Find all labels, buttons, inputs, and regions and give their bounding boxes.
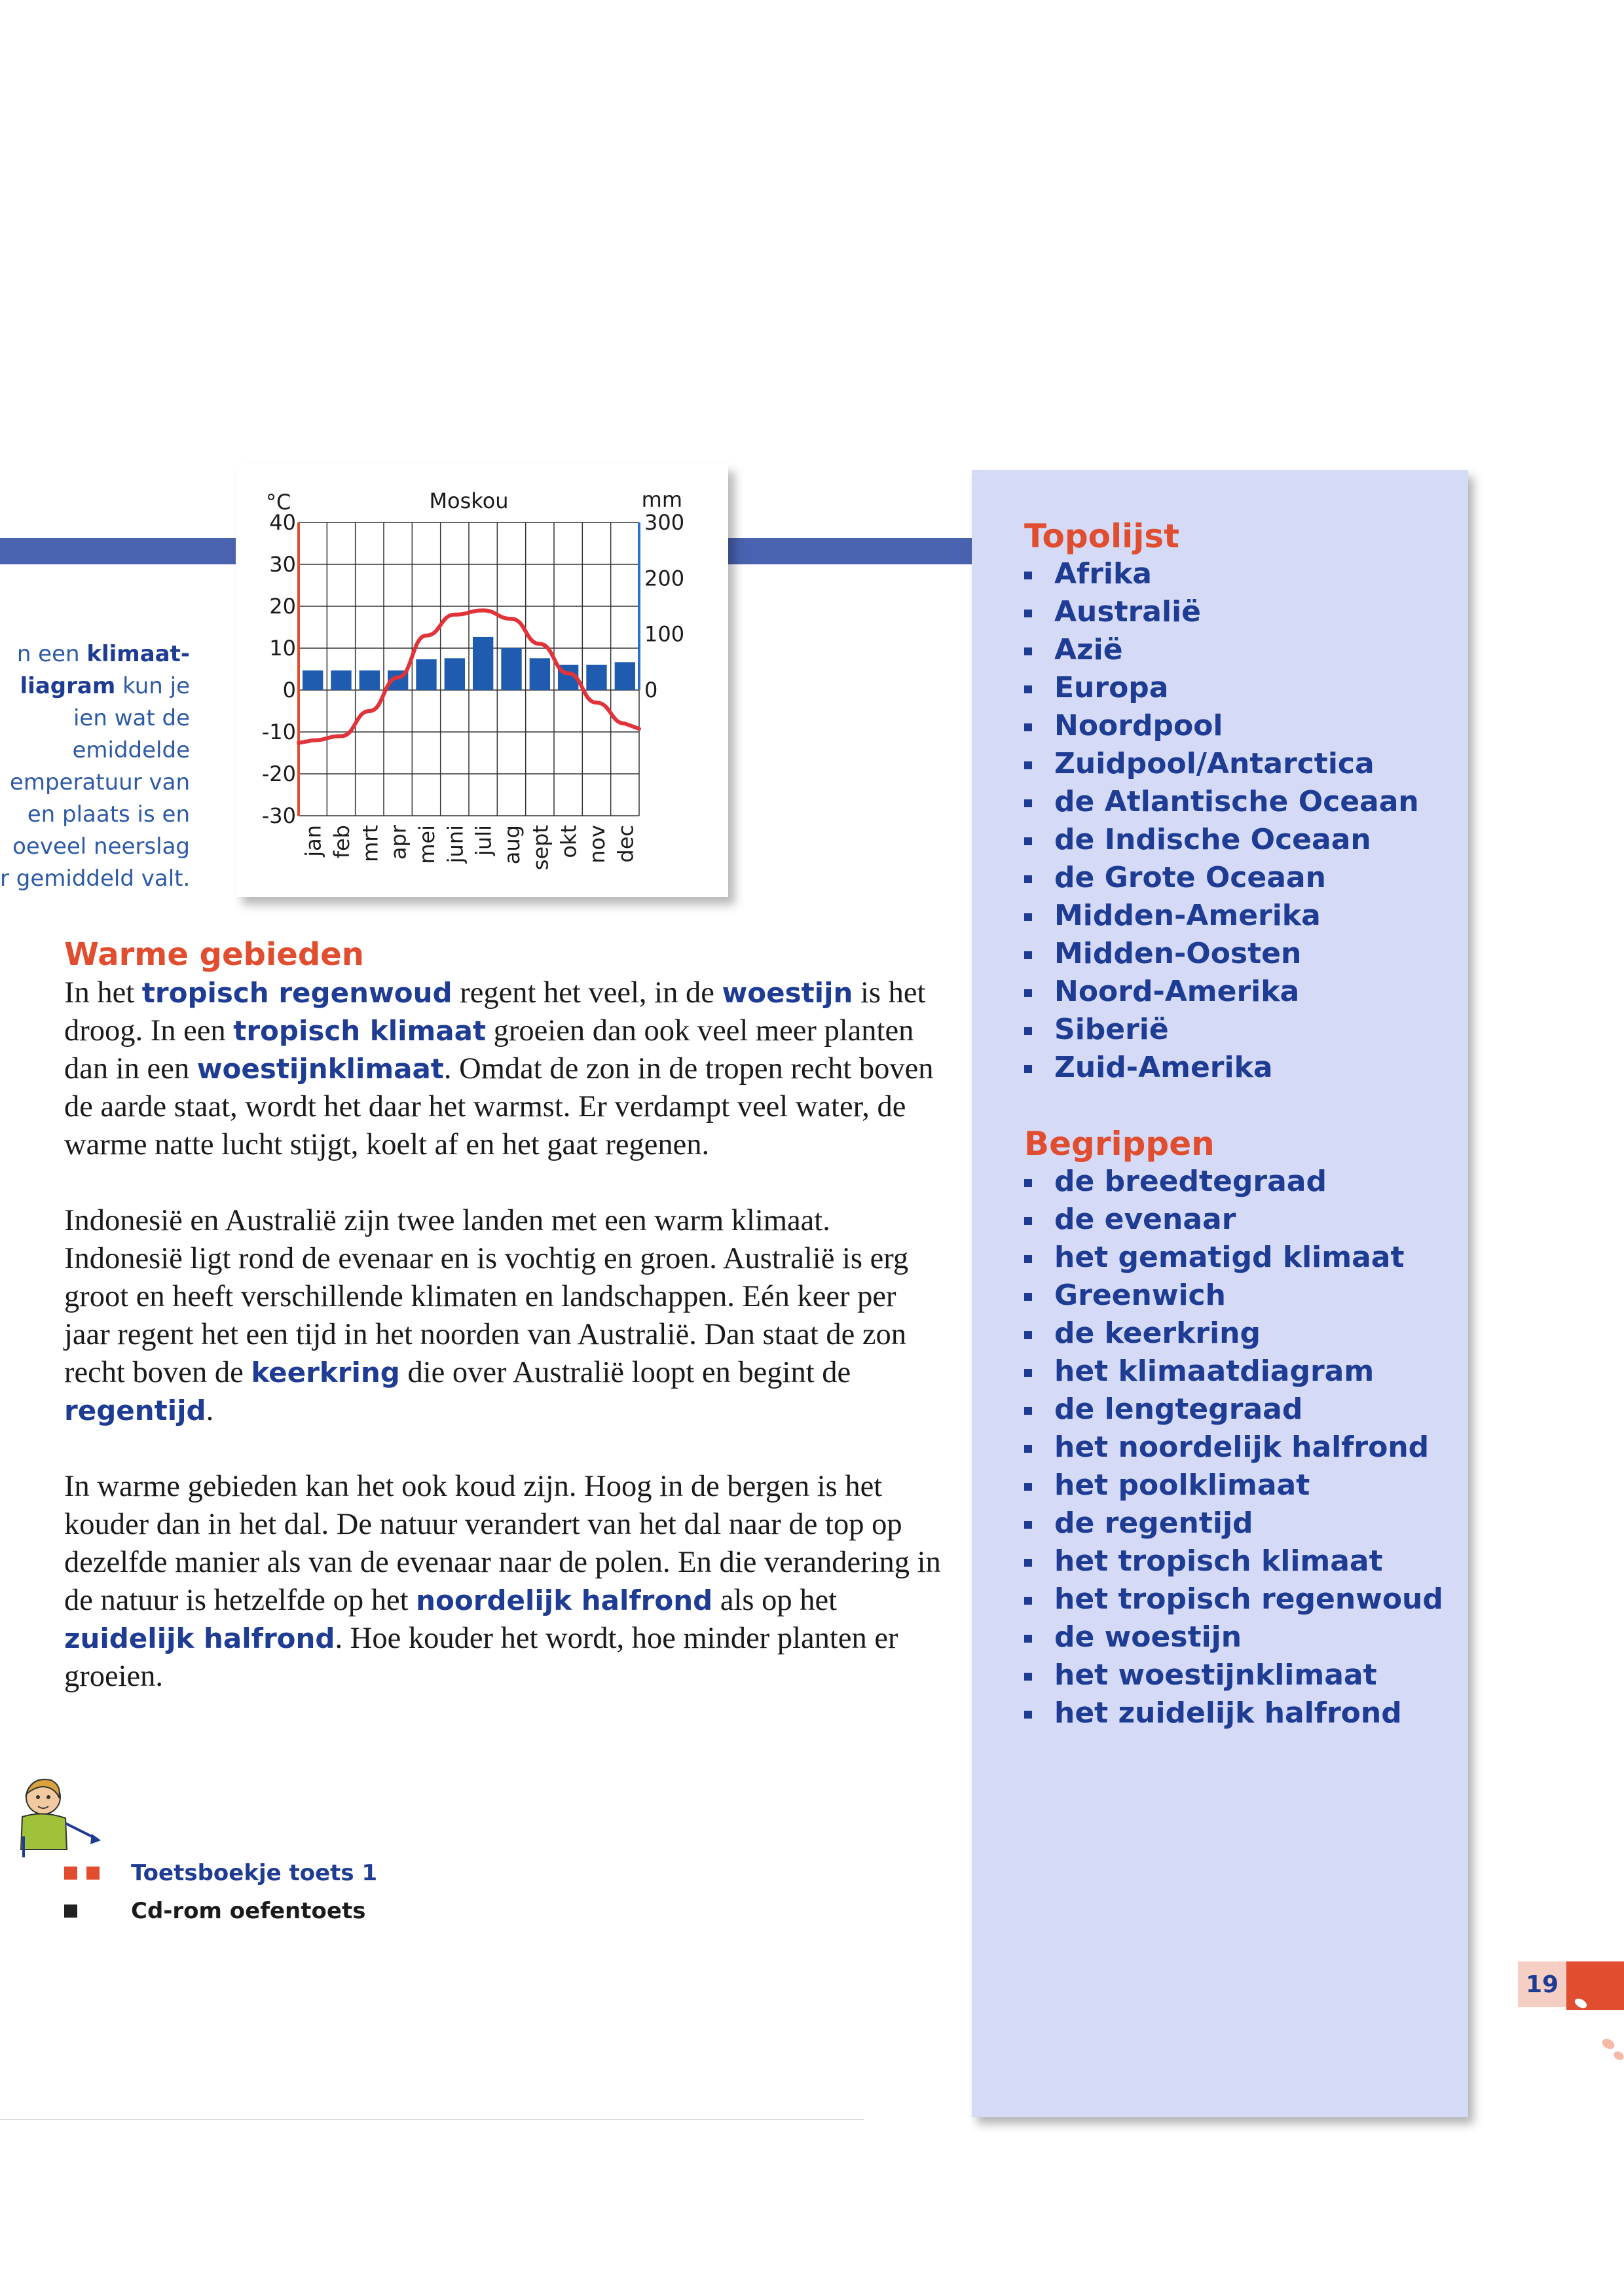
left-tick-label: -20 xyxy=(261,761,296,786)
toets-link[interactable] xyxy=(64,1854,377,1892)
climate-chart-svg xyxy=(236,464,728,897)
word-list-panel xyxy=(972,470,1468,2117)
begrippen-item: de regentijd xyxy=(1024,1504,1468,1542)
begrippen-item: het poolklimaat xyxy=(1024,1467,1468,1504)
left-tick-label: 0 xyxy=(282,678,296,702)
paragraph-2 xyxy=(64,1202,942,1430)
text-run: In warme gebieden kan het ook koud zijn. Hoog in de bergen is het kouder dan in het dal. De natuur verandert van het dal naar de top op dezelfde manier als van de evenaar naar de polen. En die verandering in de natuur is hetzelfde op het xyxy=(64,1470,941,1617)
begrippen-item: het klimaatdiagram xyxy=(1024,1353,1468,1391)
month-label: dec xyxy=(613,825,638,863)
left-tick-label: 10 xyxy=(269,636,296,661)
text-run: regent het veel, in de xyxy=(452,976,722,1010)
text-run: die over Australië loopt en begint de xyxy=(399,1356,851,1389)
bottom-rule xyxy=(0,2119,864,2120)
topolijst-item: Noordpool xyxy=(1024,707,1468,745)
paragraph-3 xyxy=(64,1468,942,1696)
left-tick-label: 30 xyxy=(269,552,296,577)
topolijst-list xyxy=(972,555,1468,1087)
climate-diagram xyxy=(236,464,728,897)
left-tick-label: -10 xyxy=(261,720,296,744)
right-tick-label: 0 xyxy=(644,678,658,702)
text-run: . Hoe kouder het wordt, hoe minder planten er groeien. xyxy=(64,1622,898,1693)
text-run: is het droog. In een xyxy=(64,976,926,1048)
precipitation-bar xyxy=(615,662,635,690)
begrippen-item: het woestijnklimaat xyxy=(1024,1656,1468,1694)
begrippen-item: de breedtegraad xyxy=(1024,1163,1468,1201)
begrippen-item: het tropisch klimaat xyxy=(1024,1542,1468,1580)
topolijst-item: de Atlantische Oceaan xyxy=(1024,783,1468,821)
keyword: tropisch regenwoud xyxy=(141,977,452,1009)
left-tick-label: -30 xyxy=(261,803,296,828)
month-label: juni xyxy=(443,825,468,864)
cdrom-label[interactable]: Cd-rom oefentoets xyxy=(131,1898,366,1924)
left-unit-label: °C xyxy=(266,490,291,515)
keyword: regentijd xyxy=(64,1394,206,1427)
begrippen-item: de woestijn xyxy=(1024,1618,1468,1656)
precipitation-bar xyxy=(360,670,380,690)
text-run: In het xyxy=(64,976,142,1010)
begrippen-item: het zuidelijk halfrond xyxy=(1024,1694,1468,1732)
red-square-icon xyxy=(86,1867,100,1880)
right-tick-label: 100 xyxy=(644,621,685,647)
begrippen-item: het tropisch regenwoud xyxy=(1024,1580,1468,1618)
keyword: woestijn xyxy=(722,977,853,1009)
precipitation-bar xyxy=(473,637,493,690)
main-text xyxy=(64,935,942,1696)
month-label: feb xyxy=(329,825,354,859)
keyword: keerkring xyxy=(251,1357,400,1389)
topolijst-heading: Topolijst xyxy=(1024,517,1180,555)
margin-note: n een klimaat- liagram kun je ien wat de emiddelde emperatuur van en plaats is en oeveel neerslag r gemiddeld valt. xyxy=(0,641,190,892)
begrippen-item: de lengtegraad xyxy=(1024,1391,1468,1429)
topolijst-item: Australië xyxy=(1024,593,1468,631)
topolijst-item: Midden-Amerika xyxy=(1024,897,1468,935)
month-label: apr xyxy=(386,825,411,860)
topolijst-item: de Indische Oceaan xyxy=(1024,821,1468,859)
precipitation-bar xyxy=(501,648,521,690)
precipitation-bar xyxy=(303,670,323,690)
toets-label[interactable]: Toetsboekje toets 1 xyxy=(131,1860,378,1886)
topolijst-item: Zuid-Amerika xyxy=(1024,1049,1468,1087)
topolijst-item: Siberië xyxy=(1024,1011,1468,1049)
test-links xyxy=(64,1854,377,1930)
begrippen-item: het gematigd klimaat xyxy=(1024,1239,1468,1277)
chart-title: Moskou xyxy=(429,488,509,513)
month-label: juli xyxy=(471,825,496,856)
section-heading: Warme gebieden xyxy=(64,936,364,973)
topolijst-item: de Grote Oceaan xyxy=(1024,859,1468,897)
paragraph-1 xyxy=(64,974,942,1164)
cdrom-link[interactable] xyxy=(64,1892,377,1930)
begrippen-list xyxy=(972,1163,1468,1732)
right-tick-label: 300 xyxy=(644,510,685,535)
text-run: Indonesië en Australië zijn twee landen met een warm klimaat. Indonesië ligt rond de evenaar en is vochtig en groen. Australië is erg groot en heeft verschillende klimaten en landschappen. Eén keer per jaar regent het een tijd in het noorden van Australië. Dan staat de zon recht boven de xyxy=(64,1204,909,1389)
left-tick-label: 40 xyxy=(269,510,296,535)
keyword: zuidelijk halfrond xyxy=(64,1622,335,1654)
month-label: mei xyxy=(415,825,439,864)
month-label: aug xyxy=(500,825,525,865)
month-label: mrt xyxy=(358,825,383,862)
topolijst-item: Noord-Amerika xyxy=(1024,973,1468,1011)
text-run: . xyxy=(206,1394,214,1427)
precipitation-bar xyxy=(416,659,436,690)
begrippen-item: de evenaar xyxy=(1024,1201,1468,1239)
month-label: jan xyxy=(301,825,326,857)
begrippen-item: het noordelijk halfrond xyxy=(1024,1429,1468,1467)
keyword: noordelijk halfrond xyxy=(416,1584,713,1616)
text-run: . Omdat de zon in de tropen recht boven de aarde staat, wordt het daar het warmst. Er verdampt veel water, de warme natte lucht stijgt, koelt af en het gaat regenen. xyxy=(64,1052,934,1161)
keyword: woestijnklimaat xyxy=(196,1053,444,1085)
topolijst-item: Afrika xyxy=(1024,555,1468,593)
right-tick-label: 200 xyxy=(644,566,685,591)
month-label: nov xyxy=(585,825,610,864)
topolijst-item: Zuidpool/Antarctica xyxy=(1024,745,1468,783)
precipitation-bar xyxy=(445,658,465,690)
precipitation-bar xyxy=(331,670,351,690)
red-square-icon xyxy=(64,1867,77,1880)
dark-square-icon xyxy=(64,1904,77,1918)
text-run: groeien dan ook veel meer planten dan in een xyxy=(64,1014,914,1085)
month-label: okt xyxy=(556,825,581,858)
precipitation-bar xyxy=(530,658,550,690)
left-tick-label: 20 xyxy=(269,594,296,619)
begrippen-heading: Begrippen xyxy=(1024,1125,1215,1163)
page-number: 19 xyxy=(1518,1961,1566,2007)
right-unit-label: mm xyxy=(641,487,682,512)
topolijst-item: Midden-Oosten xyxy=(1024,935,1468,973)
precipitation-bar xyxy=(586,665,606,690)
month-label: sept xyxy=(528,825,553,871)
text-run: als op het xyxy=(712,1584,838,1617)
topolijst-item: Azië xyxy=(1024,631,1468,669)
begrippen-item: Greenwich xyxy=(1024,1277,1468,1315)
begrippen-item: de keerkring xyxy=(1024,1315,1468,1353)
footprint-icon xyxy=(1566,1984,1624,2062)
keyword: tropisch klimaat xyxy=(233,1015,487,1047)
topolijst-item: Europa xyxy=(1024,669,1468,707)
